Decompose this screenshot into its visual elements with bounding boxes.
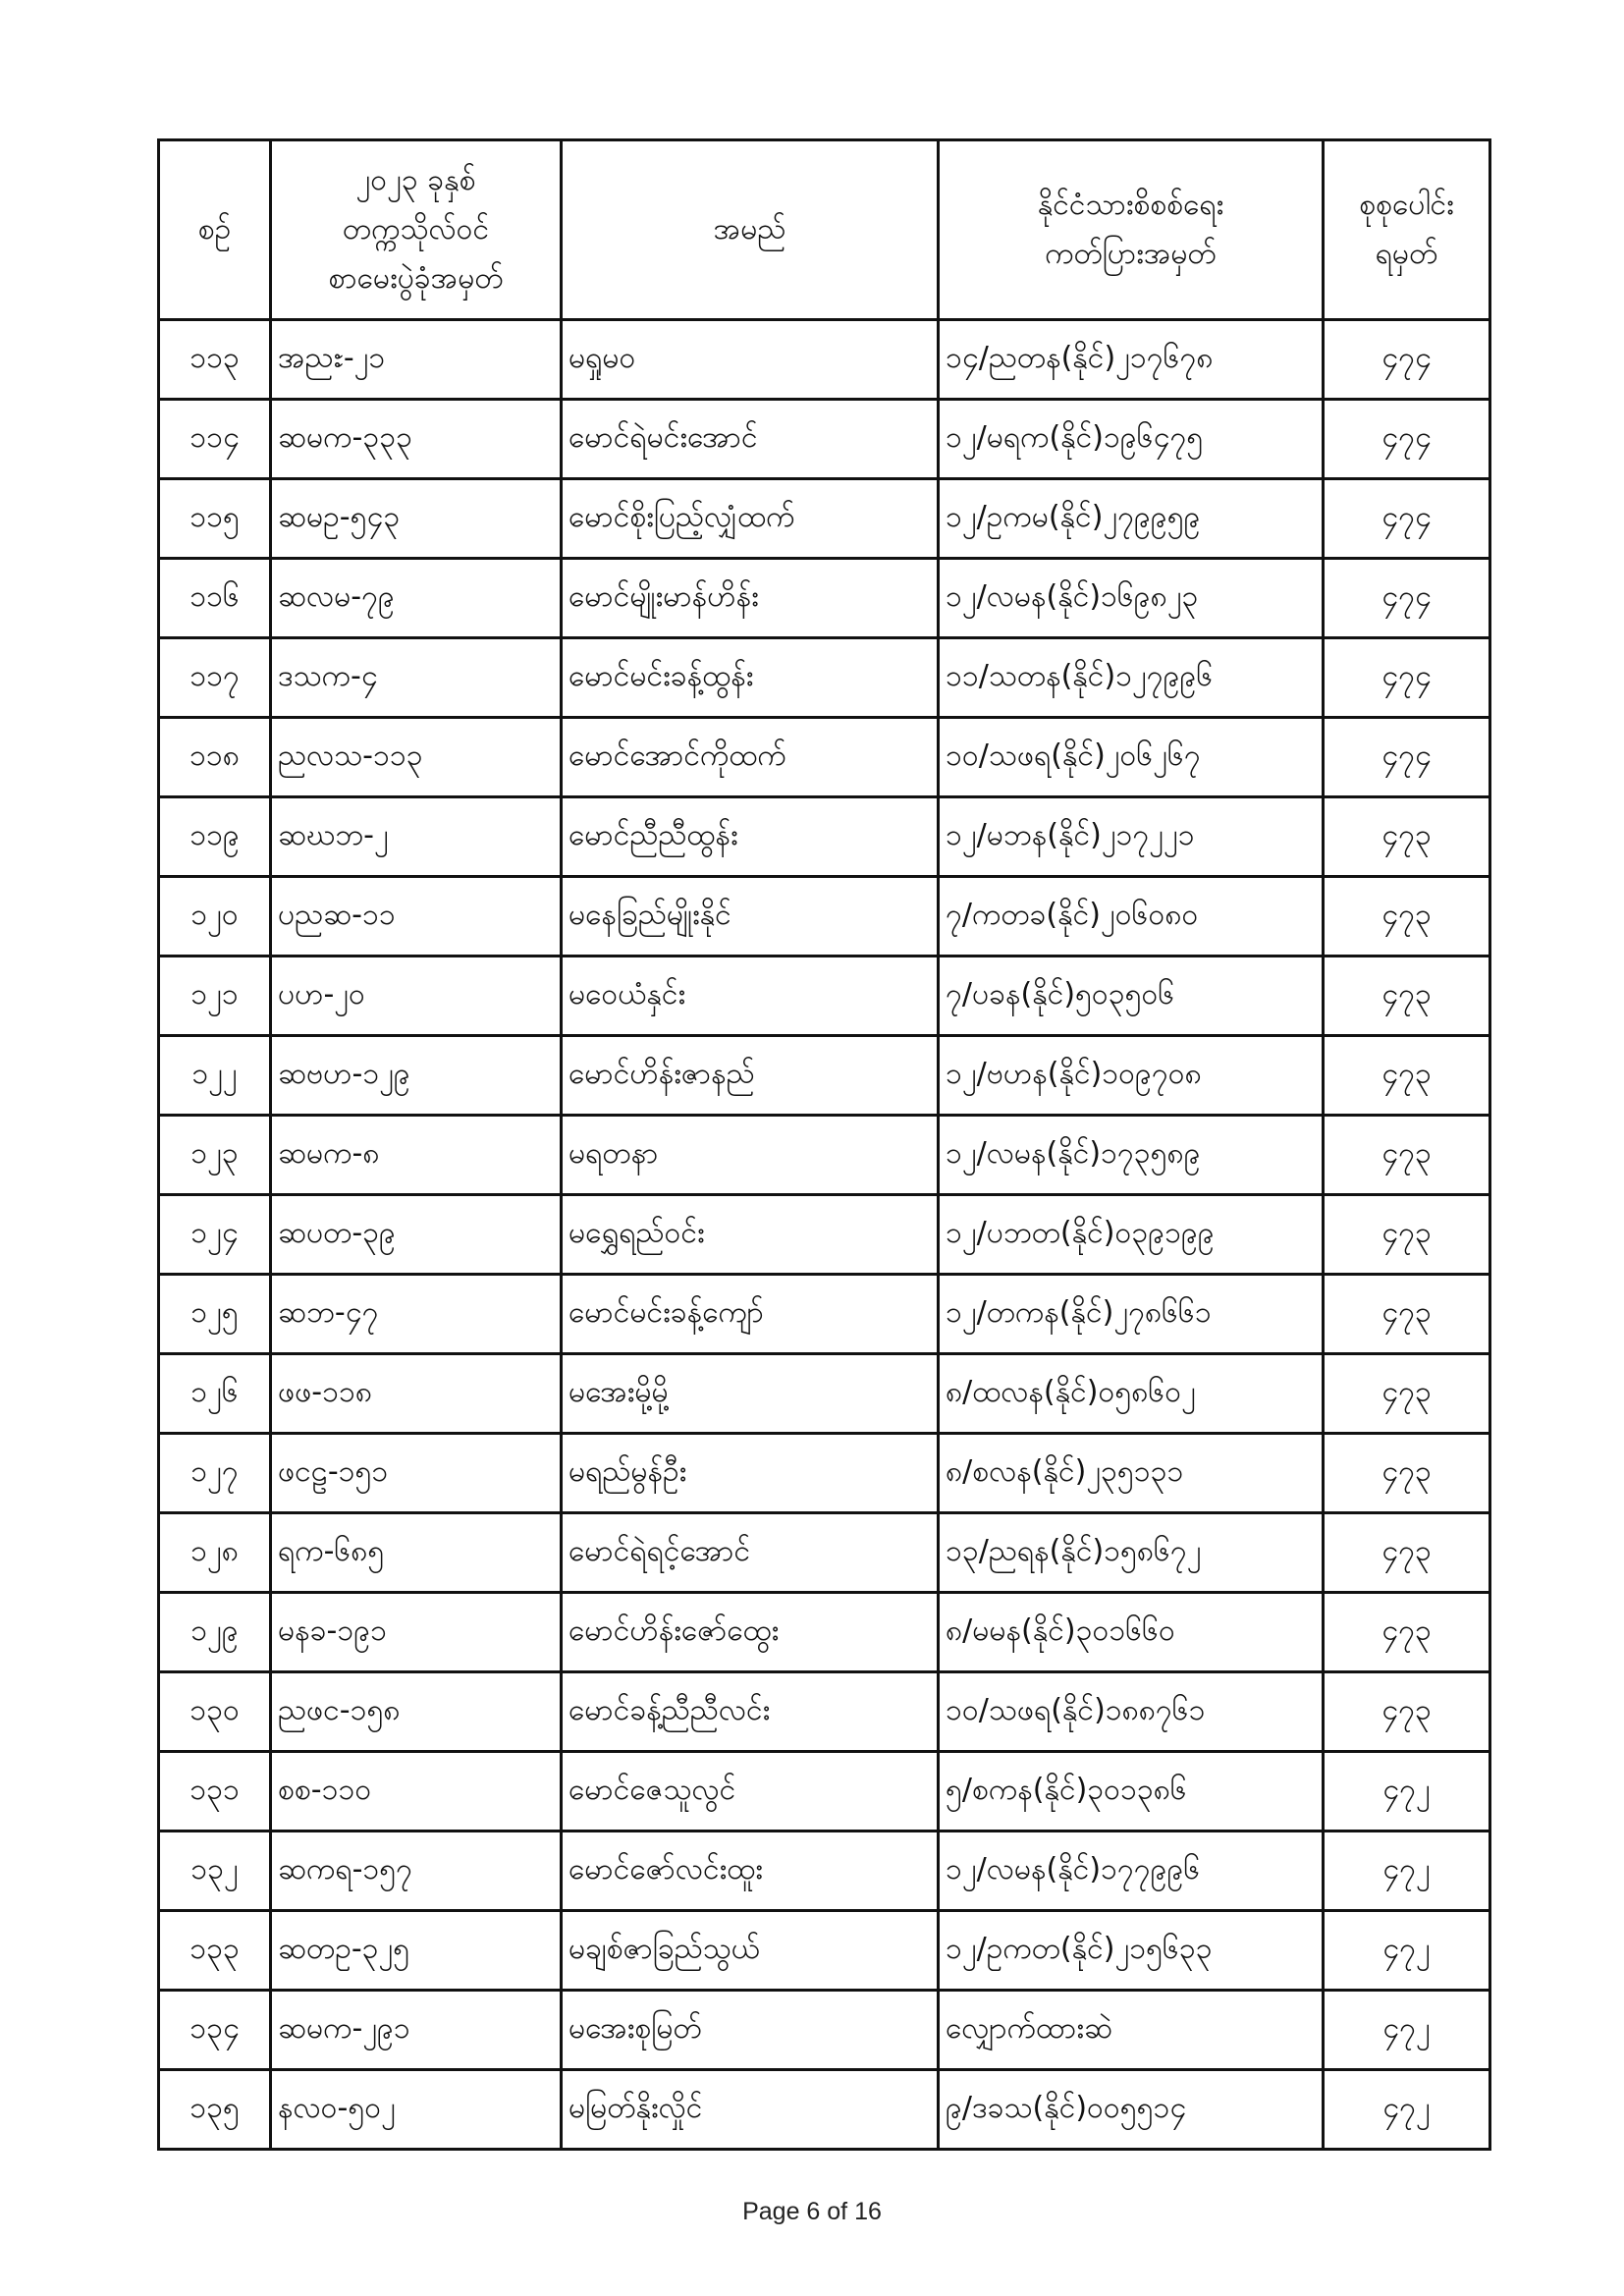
cell-roll-number: ဆတဥ-၃၂၅	[271, 1911, 562, 1991]
table-header	[159, 140, 1490, 320]
table-row	[159, 1116, 1490, 1195]
table-row	[159, 1672, 1490, 1752]
table-row	[159, 638, 1490, 718]
cell-nrc: ၁၂/လမန(နိုင်)၁၇၃၅၈၉	[939, 1116, 1324, 1195]
cell-name: မောင်ဇော်လင်းထူး	[562, 1831, 939, 1911]
cell-total-score: ၄၇၂	[1324, 1831, 1490, 1911]
cell-serial-no: ၁၁၃	[159, 320, 271, 400]
cell-total-score: ၄၇၃	[1324, 1195, 1490, 1275]
cell-roll-number: ဆမက-၃၃၃	[271, 400, 562, 479]
header-total-line-1: စုစုပေါင်း	[1359, 188, 1454, 222]
cell-name: မောင်စိုးပြည့်လျှံထက်	[562, 479, 939, 559]
cell-total-score: ၄၇၂	[1324, 1911, 1490, 1991]
cell-nrc: ၁၂/တကန(နိုင်)၂၇၈၆၆၁	[939, 1275, 1324, 1354]
cell-roll-number: စစ-၁၁၀	[271, 1752, 562, 1831]
cell-roll-number: ဒသက-၄	[271, 638, 562, 718]
cell-name: မောင်အောင်ကိုထက်	[562, 718, 939, 797]
table-row	[159, 1275, 1490, 1354]
cell-name: မရည်မွန်ဦး	[562, 1434, 939, 1513]
cell-total-score: ၄၇၄	[1324, 479, 1490, 559]
cell-roll-number: ဆဃဘ-၂	[271, 797, 562, 877]
cell-serial-no: ၁၂၃	[159, 1116, 271, 1195]
cell-serial-no: ၁၃၄	[159, 1991, 271, 2070]
cell-roll-number: ဆဗဟ-၁၂၉	[271, 1036, 562, 1116]
cell-roll-number: ဆကရ-၁၅၇	[271, 1831, 562, 1911]
header-name-label: အမည်	[713, 212, 786, 246]
cell-nrc: ၁၂/ဗဟန(နိုင်)၁၀၉၇၀၈	[939, 1036, 1324, 1116]
cell-name: မမြတ်နိုးလှိုင်	[562, 2070, 939, 2150]
cell-total-score: ၄၇၃	[1324, 1434, 1490, 1513]
cell-roll-number: ညဖင-၁၅၈	[271, 1672, 562, 1752]
table-row	[159, 2070, 1490, 2150]
cell-roll-number: ဆမက-၈	[271, 1116, 562, 1195]
cell-name: မချစ်ဇာခြည်သွယ်	[562, 1911, 939, 1991]
cell-serial-no: ၁၃၅	[159, 2070, 271, 2150]
cell-total-score: ၄၇၄	[1324, 718, 1490, 797]
table-row	[159, 1752, 1490, 1831]
cell-roll-number: ဆလမ-၇၉	[271, 559, 562, 638]
cell-name: မောင်မျိုးမာန်ဟိန်း	[562, 559, 939, 638]
cell-roll-number: နလ၀-၅၀၂	[271, 2070, 562, 2150]
table-row	[159, 1831, 1490, 1911]
cell-nrc: ၁၄/ညတန(နိုင်)၂၁၇၆၇၈	[939, 320, 1324, 400]
cell-nrc: ၈/စလန(နိုင်)၂၃၅၁၃၁	[939, 1434, 1324, 1513]
table-row	[159, 877, 1490, 957]
cell-roll-number: ဆမဥ-၅၄၃	[271, 479, 562, 559]
header-roll-line-2: တက္ကသိုလ်ဝင်	[342, 212, 490, 246]
cell-roll-number: ညလသ-၁၁၃	[271, 718, 562, 797]
cell-serial-no: ၁၁၈	[159, 718, 271, 797]
cell-nrc: ၁၂/လမန(နိုင်)၁၇၇၉၉၆	[939, 1831, 1324, 1911]
cell-roll-number: ဆပတ-၃၉	[271, 1195, 562, 1275]
cell-total-score: ၄၇၃	[1324, 1593, 1490, 1672]
cell-nrc: ၁၀/သဖရ(နိုင်)၁၈၈၇၆၁	[939, 1672, 1324, 1752]
cell-name: မောင်ဟိန်းဇာနည်	[562, 1036, 939, 1116]
cell-serial-no: ၁၁၉	[159, 797, 271, 877]
cell-total-score: ၄၇၃	[1324, 1513, 1490, 1593]
page-number-label: Page 6 of 16	[742, 2198, 882, 2225]
cell-total-score: ၄၇၃	[1324, 797, 1490, 877]
header-serial-no-label: စဉ်	[197, 212, 232, 246]
cell-serial-no: ၁၁၅	[159, 479, 271, 559]
cell-total-score: ၄၇၃	[1324, 957, 1490, 1036]
cell-name: မအေးစုမြတ်	[562, 1991, 939, 2070]
cell-total-score: ၄၇၂	[1324, 2070, 1490, 2150]
cell-roll-number: မနခ-၁၉၁	[271, 1593, 562, 1672]
cell-nrc: ၉/ဒခသ(နိုင်)၀၀၅၅၁၄	[939, 2070, 1324, 2150]
cell-roll-number: ဆဘ-၄၇	[271, 1275, 562, 1354]
header-roll-line-3: စာမေးပွဲခုံအမှတ်	[328, 261, 504, 296]
cell-name: မောင်ရဲမင်းအောင်	[562, 400, 939, 479]
header-serial-no	[159, 140, 271, 320]
table-body	[159, 320, 1490, 2150]
cell-name: မရတနာ	[562, 1116, 939, 1195]
cell-name: မောင်ညီညီထွန်း	[562, 797, 939, 877]
cell-name: မအေးမို့မို့	[562, 1354, 939, 1434]
cell-roll-number: ပဟ-၂၀	[271, 957, 562, 1036]
cell-total-score: ၄၇၂	[1324, 1752, 1490, 1831]
table-row	[159, 718, 1490, 797]
cell-total-score: ၄၇၃	[1324, 1116, 1490, 1195]
cell-serial-no: ၁၂၉	[159, 1593, 271, 1672]
cell-nrc: လျှောက်ထားဆဲ	[939, 1991, 1324, 2070]
cell-roll-number: အညႊ-၂၁	[271, 320, 562, 400]
cell-name: မောင်ရဲရင့်အောင်	[562, 1513, 939, 1593]
cell-name: မောင်ဟိန်းဇော်ထွေး	[562, 1593, 939, 1672]
cell-name: မောင်မင်းခန့်ထွန်း	[562, 638, 939, 718]
cell-total-score: ၄၇၂	[1324, 1991, 1490, 2070]
table-row	[159, 1911, 1490, 1991]
cell-roll-number: ပညဆ-၁၁	[271, 877, 562, 957]
cell-nrc: ၁၁/သတန(နိုင်)၁၂၇၉၉၆	[939, 638, 1324, 718]
cell-nrc: ၈/မမန(နိုင်)၃၀၁၆၆၀	[939, 1593, 1324, 1672]
cell-total-score: ၄၇၃	[1324, 877, 1490, 957]
cell-nrc: ၅/စကန(နိုင်)၃၀၁၃၈၆	[939, 1752, 1324, 1831]
cell-nrc: ၁၂/မရက(နိုင်)၁၉၆၄၇၅	[939, 400, 1324, 479]
cell-serial-no: ၁၂၅	[159, 1275, 271, 1354]
cell-roll-number: ဖငဠ-၁၅၁	[271, 1434, 562, 1513]
header-nrc-line-1: နိုင်ငံသားစိစစ်ရေး	[1037, 188, 1224, 222]
table-row	[159, 957, 1490, 1036]
cell-nrc: ၈/ထလန(နိုင်)၀၅၈၆၀၂	[939, 1354, 1324, 1434]
cell-serial-no: ၁၁၇	[159, 638, 271, 718]
table-row	[159, 1354, 1490, 1434]
cell-nrc: ၁၂/ပဘတ(နိုင်)၀၃၉၁၉၉	[939, 1195, 1324, 1275]
table-row	[159, 1513, 1490, 1593]
table-row	[159, 1434, 1490, 1513]
cell-serial-no: ၁၁၆	[159, 559, 271, 638]
cell-serial-no: ၁၂၆	[159, 1354, 271, 1434]
cell-serial-no: ၁၃၂	[159, 1831, 271, 1911]
cell-total-score: ၄၇၃	[1324, 1354, 1490, 1434]
cell-nrc: ၁၂/ဥကမ(နိုင်)၂၇၉၉၅၉	[939, 479, 1324, 559]
cell-serial-no: ၁၂၂	[159, 1036, 271, 1116]
header-row	[159, 140, 1490, 320]
header-roll-line-1: ၂၀၂၃ ခုနှစ်	[355, 163, 476, 197]
cell-serial-no: ၁၂၈	[159, 1513, 271, 1593]
cell-nrc: ၁၂/လမန(နိုင်)၁၆၉၈၂၃	[939, 559, 1324, 638]
table-row	[159, 400, 1490, 479]
cell-total-score: ၄၇၃	[1324, 1036, 1490, 1116]
table-row	[159, 479, 1490, 559]
cell-name: မရှုမဝ	[562, 320, 939, 400]
cell-name: မောင်ဇေသူလွင်	[562, 1752, 939, 1831]
cell-total-score: ၄၇၃	[1324, 1275, 1490, 1354]
cell-name: မောင်မင်းခန့်ကျော်	[562, 1275, 939, 1354]
table-row	[159, 797, 1490, 877]
cell-nrc: ၇/ပခန(နိုင်)၅၀၃၅၀၆	[939, 957, 1324, 1036]
cell-total-score: ၄၇၃	[1324, 1672, 1490, 1752]
cell-serial-no: ၁၂၀	[159, 877, 271, 957]
cell-serial-no: ၁၃၁	[159, 1752, 271, 1831]
table-row	[159, 1991, 1490, 2070]
cell-serial-no: ၁၃၀	[159, 1672, 271, 1752]
results-table	[157, 138, 1491, 2151]
cell-roll-number: ရက-၆၈၅	[271, 1513, 562, 1593]
header-name	[562, 140, 939, 320]
cell-serial-no: ၁၂၄	[159, 1195, 271, 1275]
cell-total-score: ၄၇၄	[1324, 638, 1490, 718]
cell-nrc: ၁၂/မဘန(နိုင်)၂၁၇၂၂၁	[939, 797, 1324, 877]
cell-nrc: ၁၃/ညရန(နိုင်)၁၅၈၆၇၂	[939, 1513, 1324, 1593]
cell-name: မဝေယံနှင်း	[562, 957, 939, 1036]
cell-serial-no: ၁၁၄	[159, 400, 271, 479]
cell-total-score: ၄၇၄	[1324, 400, 1490, 479]
table-row	[159, 1195, 1490, 1275]
cell-name: မောင်ခန့်ညီညီလင်း	[562, 1672, 939, 1752]
header-total-line-2: ရမှတ်	[1375, 237, 1438, 271]
cell-nrc: ၁၀/သဖရ(နိုင်)၂၀၆၂၆၇	[939, 718, 1324, 797]
cell-total-score: ၄၇၄	[1324, 559, 1490, 638]
cell-roll-number: ဆမက-၂၉၁	[271, 1991, 562, 2070]
table-row	[159, 559, 1490, 638]
cell-name: မနေခြည်မျိုးနိုင်	[562, 877, 939, 957]
cell-roll-number: ဖဖ-၁၁၈	[271, 1354, 562, 1434]
table-row	[159, 1593, 1490, 1672]
table-row	[159, 1036, 1490, 1116]
cell-total-score: ၄၇၄	[1324, 320, 1490, 400]
cell-nrc: ၁၂/ဥကတ(နိုင်)၂၁၅၆၃၃	[939, 1911, 1324, 1991]
page-footer	[0, 2198, 1624, 2226]
header-total-score	[1324, 140, 1490, 320]
header-roll-number	[271, 140, 562, 320]
cell-nrc: ၇/ကတခ(နိုင်)၂၀၆၀၈၀	[939, 877, 1324, 957]
cell-serial-no: ၁၃၃	[159, 1911, 271, 1991]
header-nrc	[939, 140, 1324, 320]
cell-serial-no: ၁၂၇	[159, 1434, 271, 1513]
table-row	[159, 320, 1490, 400]
cell-serial-no: ၁၂၁	[159, 957, 271, 1036]
cell-name: မရွှေရည်ဝင်း	[562, 1195, 939, 1275]
header-nrc-line-2: ကတ်ပြားအမှတ်	[1045, 237, 1217, 271]
